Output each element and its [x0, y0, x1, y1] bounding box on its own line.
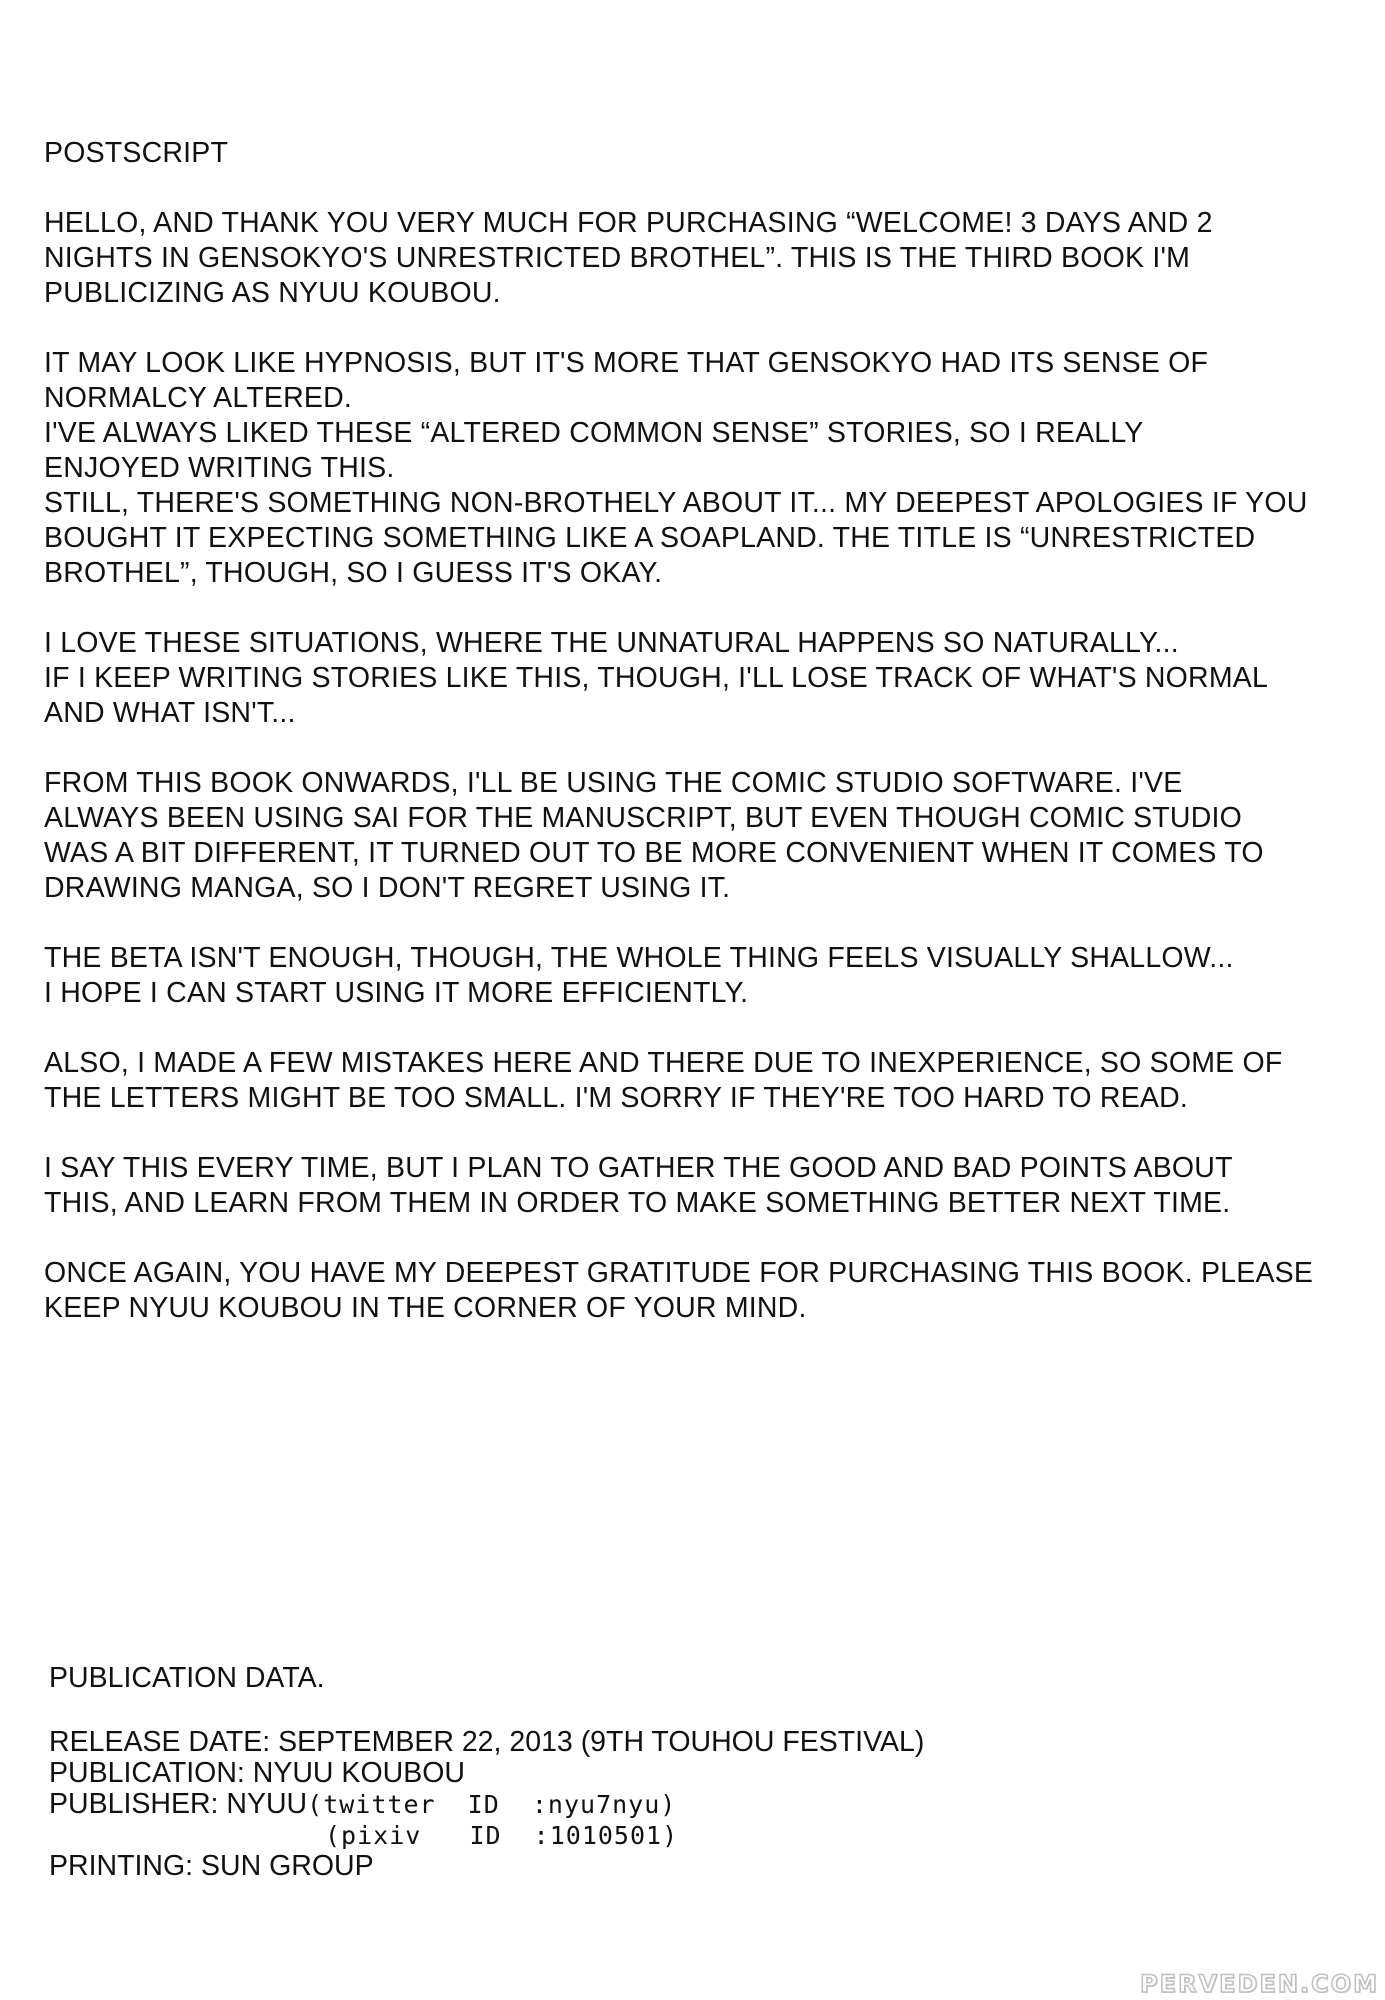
- postscript-paragraph-6: ALSO, I MADE A FEW MISTAKES HERE AND THERE DUE TO INEXPERIENCE, SO SOME OF THE LETTERS MIGHT BE TOO SMALL. I'M SORRY IF THEY'RE TOO HARD TO READ.: [44, 1047, 1283, 1114]
- postscript-paragraph-2: IT MAY LOOK LIKE HYPNOSIS, BUT IT'S MORE THAT GENSOKYO HAD ITS SENSE OF NORMALCY ALTERED. I'VE ALWAYS LIKED THESE “ALTERED COMMON SENSE” STORIES, SO I REALLY ENJOYED WRITING THIS. STILL, THERE'S SOMETHING NON-BROTHELY ABOUT IT... MY DEEPEST APOLOGIES IF YOU BOUGHT IT EXPECTING SOMETHING LIKE A SOAPLAND. THE TITLE IS “UNRESTRICTED BROTHEL”, THOUGH, SO I GUESS IT'S OKAY.: [44, 347, 1308, 589]
- postscript-paragraph-4: FROM THIS BOOK ONWARDS, I'LL BE USING THE COMIC STUDIO SOFTWARE. I'VE ALWAYS BEEN USING SAI FOR THE MANUSCRIPT, BUT EVEN THOUGH COMIC STUDIO WAS A BIT DIFFERENT, IT TURNED OUT TO BE MORE CONVENIENT WHEN IT COMES TO DRAWING MANGA, SO I DON'T REGRET USING IT.: [44, 767, 1264, 904]
- watermark-logo: PERVEDEN.COM: [1140, 1970, 1379, 1998]
- postscript-paragraph-8: ONCE AGAIN, YOU HAVE MY DEEPEST GRATITUDE FOR PURCHASING THIS BOOK. PLEASE KEEP NYUU KOUBOU IN THE CORNER OF YOUR MIND.: [44, 1257, 1314, 1324]
- publication-data-section: [49, 1663, 1149, 1882]
- postscript-paragraph-3: I LOVE THESE SITUATIONS, WHERE THE UNNATURAL HAPPENS SO NATURALLY... IF I KEEP WRITING STORIES LIKE THIS, THOUGH, I'LL LOSE TRACK OF WHAT'S NORMAL AND WHAT ISN'T...: [44, 627, 1269, 729]
- postscript-paragraph-5: THE BETA ISN'T ENOUGH, THOUGH, THE WHOLE THING FEELS VISUALLY SHALLOW... I HOPE I CAN START USING IT MORE EFFICIENTLY.: [44, 942, 1234, 1009]
- printing-line: PRINTING: SUN GROUP: [49, 1850, 374, 1882]
- publication-data-title: PUBLICATION DATA.: [49, 1662, 325, 1694]
- postscript-paragraph-1: HELLO, AND THANK YOU VERY MUCH FOR PURCHASING “WELCOME! 3 DAYS AND 2 NIGHTS IN GENSOKYO'S UNRESTRICTED BROTHEL”. THIS IS THE THIRD BOOK I'M PUBLICIZING AS NYUU KOUBOU.: [44, 207, 1213, 309]
- pixiv-id: (pixiv ID :1010501): [325, 1821, 679, 1850]
- postscript-paragraph-7: I SAY THIS EVERY TIME, BUT I PLAN TO GATHER THE GOOD AND BAD POINTS ABOUT THIS, AND LEARN FROM THEM IN ORDER TO MAKE SOMETHING BETTER NEXT TIME.: [44, 1152, 1233, 1219]
- postscript-section: [44, 136, 1354, 1361]
- postscript-title: POSTSCRIPT: [44, 137, 229, 169]
- twitter-id: (twitter ID :nyu7nyu): [307, 1790, 677, 1819]
- publisher-label: PUBLISHER: NYUU: [49, 1788, 308, 1820]
- pixiv-line: [49, 1820, 1149, 1851]
- release-date-line: RELEASE DATE: SEPTEMBER 22, 2013 (9TH TOUHOU FESTIVAL): [49, 1726, 925, 1758]
- publisher-line: [49, 1789, 1149, 1820]
- publication-line: PUBLICATION: NYUU KOUBOU: [49, 1757, 465, 1789]
